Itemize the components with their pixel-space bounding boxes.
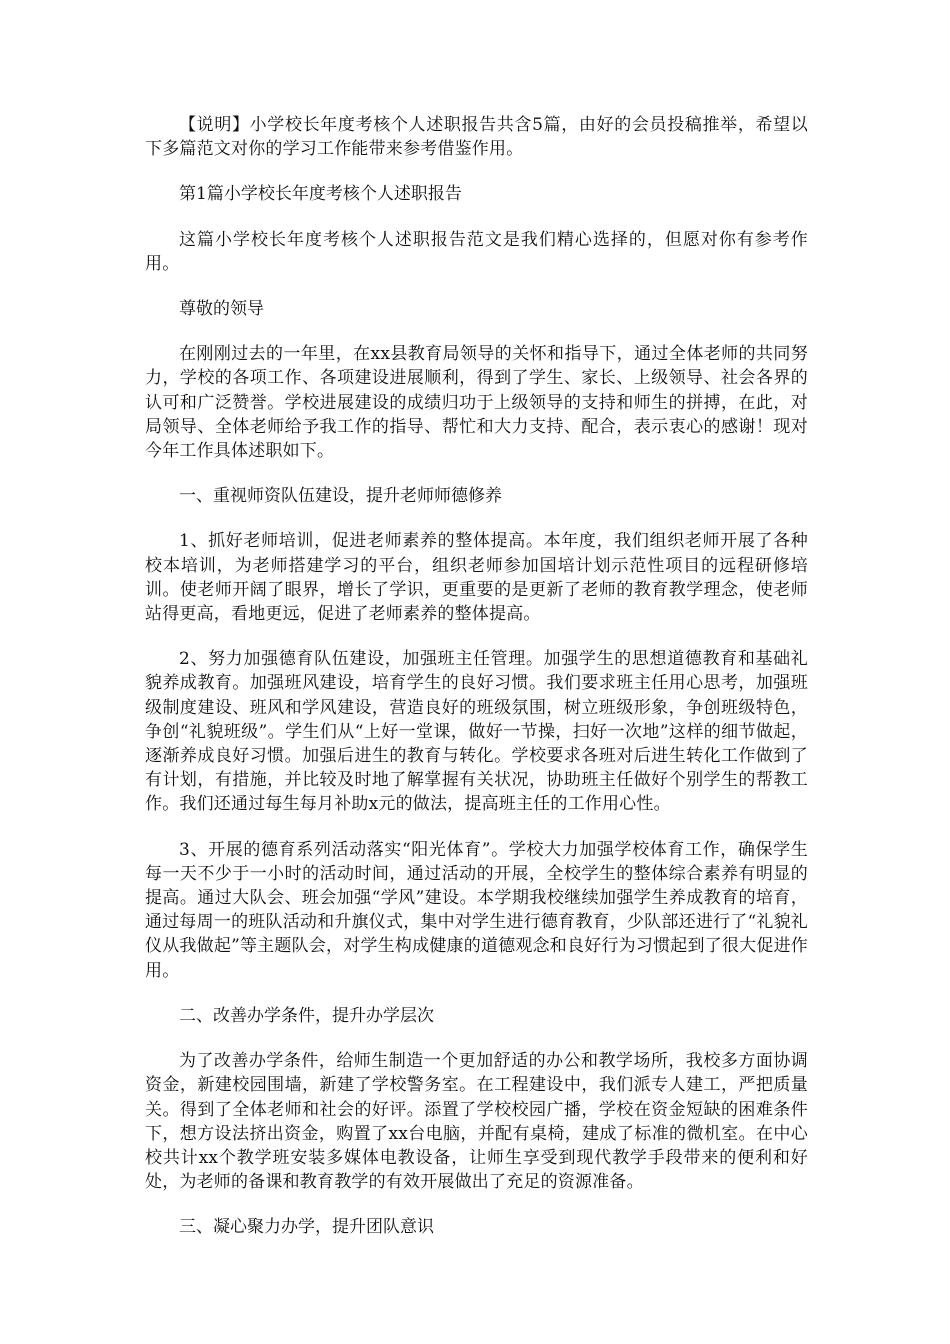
article-title: 第1篇小学校长年度考核个人述职报告 [179,184,462,205]
section-heading-2: 二、改善办学条件，提升办学层次 [179,1005,434,1026]
salutation: 尊敬的领导 [179,299,264,320]
section-1-paragraph-1: 1、抓好老师培训，促进老师素养的整体提高。本年度，我们组织老师开展了各种校本培训，为老师搭建学习的平台，组织老师参加国培计划示范性项目的远程研修培训。使老师开阔了眼界，增长了学识，更重要的是更新了老师的教育教学理念，使老师站得更高，看地更远，促进了老师素养的整体提高。 [145,531,808,625]
article-intro-paragraph: 这篇小学校长年度考核个人述职报告范文是我们精心选择的，但愿对你有参考作用。 [145,229,808,274]
section-1-paragraph-3: 3、开展的德育系列活动落实“阳光体育”。学校大力加强学校体育工作，确保学生每一天不少于一小时的活动时间，通过活动的开展，全校学生的整体综合素养有明显的提高。通过大队会、班会加强“学风”建设。本学期我校继续加强学生养成教育的培育，通过每周一的班队活动和升旗仪式，集中对学生进行德育教育，少队部还进行了“礼貌礼仪从我做起”等主题队会，对学生构成健康的道德观念和良好行为习惯起到了很大促进作用。 [145,839,808,981]
section-heading-1: 一、重视师资队伍建设，提升老师师德修养 [179,486,502,507]
section-2-paragraph-1: 为了改善办学条件，给师生制造一个更加舒适的办公和教学场所，我校多方面协调资金，新建校园围墙，新建了学校警务室。在工程建设中，我们派专人建工，严把质量关。得到了全体老师和社会的好评。添置了学校校园广播，学校在资金短缺的困难条件下，想方设法挤出资金，购置了xx台电脑，并配有桌椅，建成了标准的微机室。在中心校共计xx个教学班安装多媒体电教设备，让师生享受到现代教学手段带来的便利和好处，为老师的备课和教育教学的有效开展做出了充足的资源准备。 [145,1051,808,1193]
section-heading-3: 三、凝心聚力办学，提升团队意识 [179,1217,434,1238]
intro-note-paragraph: 【说明】小学校长年度考核个人述职报告共含5篇，由好的会员投稿推举，希望以下多篇范文对你的学习工作能带来参考借鉴作用。 [145,115,808,160]
section-1-paragraph-2: 2、努力加强德育队伍建设，加强班主任管理。加强学生的思想道德教育和基础礼貌养成教育。加强班风建设，培育学生的良好习惯。我们要求班主任用心思考，加强班级制度建设、班风和学风建设，营造良好的班级氛围，树立班级形象，争创班级特色，争创“礼貌班级”。学生们从“上好一堂课，做好一节操，扫好一次地”这样的细节做起，逐渐养成良好习惯。加强后进生的教育与转化。学校要求各班对后进生转化工作做到了有计划，有措施，并比较及时地了解掌握有关状况，协助班主任做好个别学生的帮教工作。我们还通过每生每月补助x元的做法，提高班主任的工作用心性。 [145,649,808,815]
document-body [145,113,808,1261]
opening-paragraph: 在刚刚过去的一年里，在xx县教育局领导的关怀和指导下，通过全体老师的共同努力，学校的各项工作、各项建设进展顺利，得到了学生、家长、上级领导、社会各界的认可和广泛赞誉。学校进展建设的成绩归功于上级领导的支持和师生的拼搏，在此，对局领导、全体老师给予我工作的指导、帮忙和大力支持、配合，表示衷心的感谢！现对今年工作具体述职如下。 [145,344,808,462]
